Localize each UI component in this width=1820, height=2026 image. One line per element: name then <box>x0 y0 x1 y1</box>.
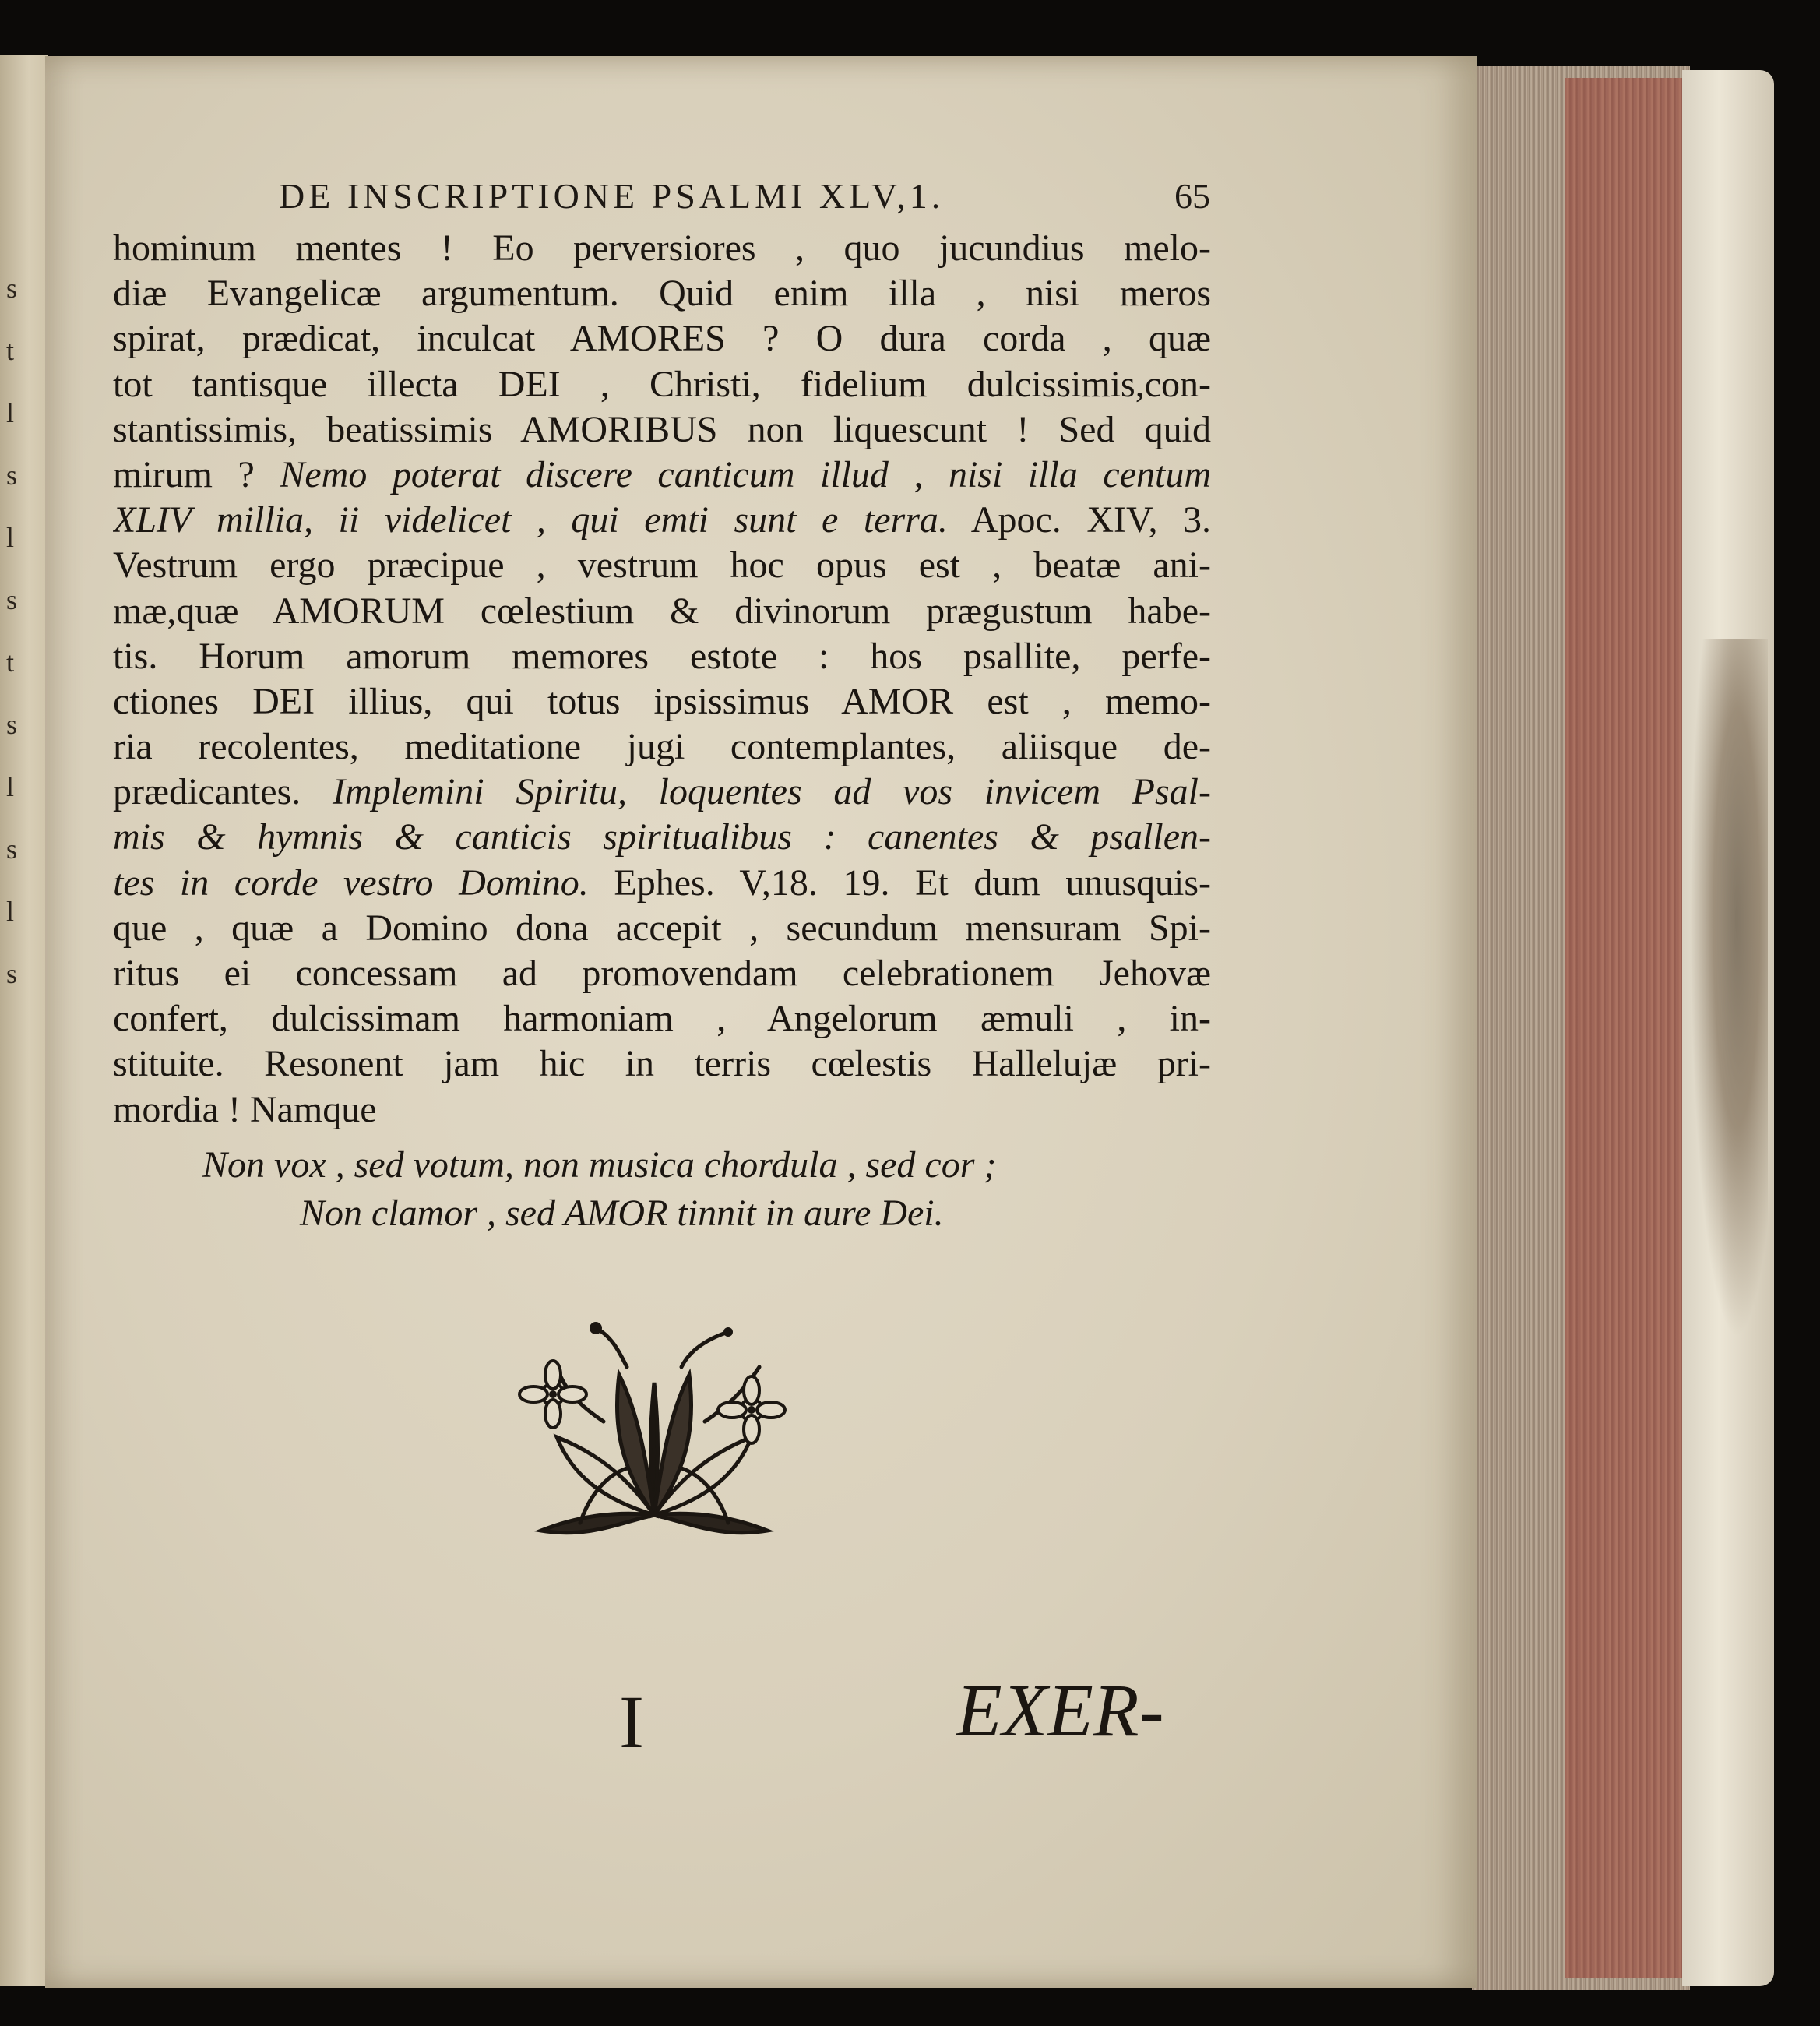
text-line <box>113 861 1211 906</box>
facing-page-letter: t <box>6 335 15 366</box>
catchword: EXER- <box>956 1668 1164 1752</box>
signature-mark: I <box>619 1680 644 1764</box>
text-line <box>113 996 1211 1041</box>
cover-marbling <box>1690 639 1768 1340</box>
roman-span: mordia ! Namque <box>113 1088 377 1130</box>
text-line <box>113 951 1211 996</box>
red-stained-edge <box>1565 78 1698 1978</box>
roman-span: stantissimis, beatissimis AMORIBUS non liquescunt ! Sed quid <box>113 408 1211 450</box>
facing-page-letter: s <box>6 833 18 865</box>
verse-line-1: Non vox , sed votum, non musica chordula , sed cor ; <box>202 1144 997 1186</box>
body-text <box>113 226 1211 1133</box>
facing-page-letter: s <box>6 273 18 304</box>
italic-span: Nemo poterat discere canticum illud , nisi illa centum <box>280 453 1211 495</box>
roman-span: que , quæ a Domino dona accepit , secundum mensuram Spi- <box>113 907 1211 949</box>
roman-span: tot tantisque illecta DEI , Christi, fidelium dulcissimis,con- <box>113 363 1211 405</box>
text-line <box>113 815 1211 860</box>
roman-span: confert, dulcissimam harmoniam , Angelorum æmuli , in- <box>113 998 1211 1040</box>
text-line <box>113 724 1211 770</box>
roman-span: prædicantes. <box>113 771 333 813</box>
italic-span: tes in corde vestro Domino. <box>113 861 589 904</box>
italic-span: Implemini Spiritu, loquentes ad vos invicem Psal- <box>332 771 1211 813</box>
roman-span: ria recolentes, meditatione jugi contemplantes, aliisque de- <box>113 726 1211 768</box>
running-head-title: DE INSCRIPTIONE PSALMI XLV,1. <box>279 176 945 216</box>
roman-span: diæ Evangelicæ argumentum. Quid enim illa , nisi meros <box>113 273 1211 315</box>
roman-span: spirat, prædicat, inculcat AMORES ? O dura corda , quæ <box>113 318 1211 360</box>
roman-span: Vestrum ergo præcipue , vestrum hoc opus est , beatæ ani- <box>113 544 1211 587</box>
text-line <box>113 316 1211 361</box>
facing-page-fragments <box>6 257 34 1005</box>
facing-page-letter: l <box>6 522 15 553</box>
facing-page-edge <box>0 55 48 1986</box>
verse-couplet <box>202 1141 1137 1238</box>
roman-span: ritus ei concessam ad promovendam celebrationem Jehovæ <box>113 953 1211 994</box>
text-line <box>113 407 1211 453</box>
facing-page-letter: s <box>6 584 18 615</box>
roman-span: stituite. Resonent jam hic in terris cœlestis Hallelujæ pri- <box>113 1043 1211 1085</box>
italic-span: mis & hymnis & canticis spiritualibus : canentes & psallen- <box>113 816 1211 858</box>
facing-page-letter: s <box>6 709 18 740</box>
roman-span: mirum ? <box>113 453 280 495</box>
page-number: 65 <box>1174 176 1210 216</box>
facing-page-letter: s <box>6 958 18 989</box>
text-line <box>113 453 1211 498</box>
text-line <box>113 589 1211 634</box>
text-line <box>113 498 1211 543</box>
italic-span: XLIV millia, ii videlicet , qui emti sunt e terra. <box>113 499 948 541</box>
facing-page-letter: l <box>6 397 15 428</box>
roman-span: Ephes. V,18. 19. Et dum unusquis- <box>588 861 1211 904</box>
roman-span: mæ,quæ AMORUM cœlestium & divinorum prægustum habe- <box>113 590 1211 632</box>
text-line <box>113 1041 1211 1087</box>
text-line <box>113 543 1211 588</box>
floral-woodcut-icon <box>510 1320 798 1546</box>
roman-span: ctiones DEI illius, qui totus ipsissimus AMOR est , memo- <box>113 680 1211 722</box>
text-line <box>113 1087 1211 1133</box>
facing-page-letter: l <box>6 771 15 802</box>
text-line <box>113 906 1211 951</box>
text-line <box>113 634 1211 679</box>
text-line <box>113 226 1211 271</box>
facing-page-letter: t <box>6 647 15 678</box>
text-line <box>113 362 1211 407</box>
text-line <box>113 770 1211 815</box>
roman-span: Apoc. XIV, 3. <box>947 499 1211 541</box>
roman-span: hominum mentes ! Eo perversiores , quo jucundius melo- <box>113 227 1211 269</box>
text-line <box>113 271 1211 316</box>
running-head <box>279 175 1244 217</box>
roman-span: tis. Horum amorum memores estote : hos psallite, perfe- <box>113 635 1211 677</box>
text-line <box>113 679 1211 724</box>
verse-line-2: Non clamor , sed AMOR tinnit in aure Dei. <box>300 1193 944 1234</box>
facing-page-letter: l <box>6 896 15 927</box>
facing-page-letter: s <box>6 460 18 491</box>
